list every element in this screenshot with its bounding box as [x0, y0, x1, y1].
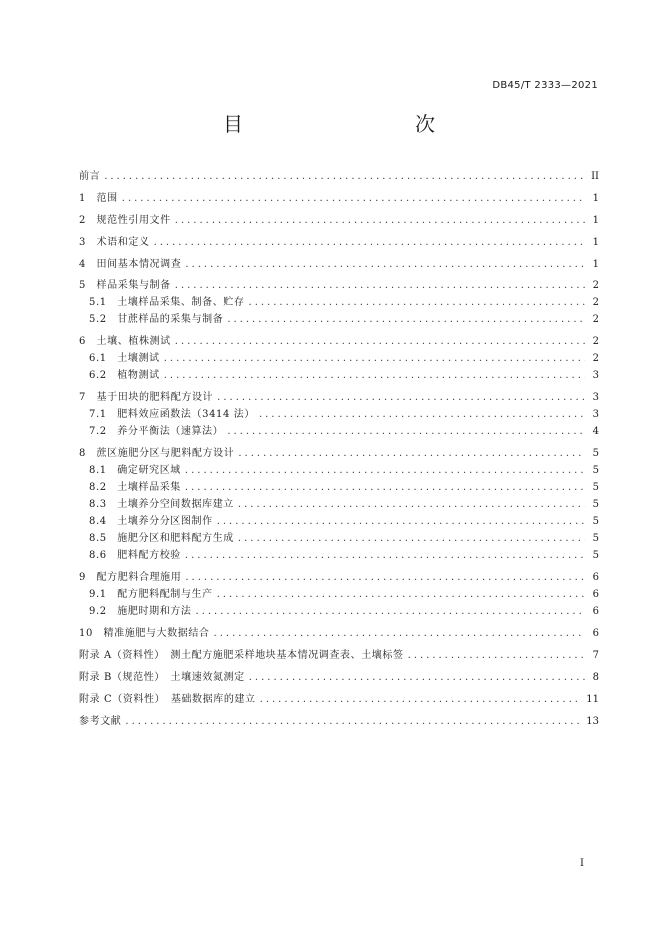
toc-entry-page: 3: [592, 370, 599, 381]
toc-leader-dots: [175, 335, 585, 349]
toc-entry-page: 7: [592, 650, 599, 661]
toc-entry-page: 4: [592, 426, 599, 437]
toc-entry[interactable]: [79, 236, 599, 250]
toc-entry[interactable]: [79, 258, 599, 272]
toc-entry-label: 8.6 肥料配方校验: [89, 550, 181, 561]
toc-entry[interactable]: [79, 408, 599, 422]
toc-entry-page: 3: [592, 392, 599, 403]
document-code: DB45/T 2333—2021: [492, 80, 598, 91]
toc-entry-page: 1: [592, 215, 599, 226]
toc-entry[interactable]: [79, 571, 599, 585]
toc-entry[interactable]: [79, 715, 599, 729]
toc-entry-label: 6 土壤、植株测试: [79, 336, 171, 347]
toc-entry-page: 3: [592, 409, 599, 420]
toc-entry-label: 5 样品采集与制备: [79, 280, 171, 291]
toc-entry-page: 2: [592, 280, 599, 291]
toc-entry-page: 5: [592, 533, 599, 544]
toc-entry[interactable]: [79, 498, 599, 512]
toc-entry[interactable]: [79, 391, 599, 405]
toc-leader-dots: [164, 369, 585, 383]
toc-leader-dots: [238, 532, 585, 546]
toc-entry-page: 1: [592, 259, 599, 270]
toc-entry-label: 7.1 肥料效应函数法（3414 法）: [89, 409, 255, 420]
toc-entry-label: 8.3 土壤养分空间数据库建立: [89, 499, 234, 510]
toc-entry-page: 5: [592, 448, 599, 459]
toc-entry-label: 8.4 土壤养分分区图制作: [89, 516, 213, 527]
toc-entry[interactable]: [79, 671, 599, 685]
toc-leader-dots: [408, 649, 585, 663]
toc-leader-dots: [260, 693, 583, 707]
toc-leader-dots: [217, 515, 585, 529]
toc-entry-label: 8 蔗区施肥分区与肥料配方设计: [79, 448, 235, 459]
toc-leader-dots: [259, 408, 585, 422]
toc-entry-page: 2: [592, 297, 599, 308]
toc-entry-page: 11: [586, 694, 599, 705]
toc-leader-dots: [185, 571, 585, 585]
toc-entry[interactable]: [79, 296, 599, 310]
toc-leader-dots: [249, 296, 585, 310]
toc-entry-label: 5.2 甘蔗样品的采集与制备: [89, 314, 224, 325]
toc-entry[interactable]: [79, 170, 599, 184]
toc-entry[interactable]: [79, 588, 599, 602]
toc-entry-page: 6: [592, 606, 599, 617]
toc-leader-dots: [175, 279, 585, 293]
toc-entry[interactable]: [79, 313, 599, 327]
toc-entry-label: 9.2 施肥时期和方法: [89, 606, 192, 617]
toc-leader-dots: [249, 671, 585, 685]
toc-leader-dots: [238, 447, 585, 461]
toc-entry-label: 前言: [79, 171, 101, 182]
toc-leader-dots: [196, 605, 585, 619]
toc-entry[interactable]: [79, 214, 599, 228]
toc-entry-page: 2: [592, 314, 599, 325]
toc-leader-dots: [164, 352, 585, 366]
page-title: 目 次: [223, 112, 479, 136]
toc-entry-page: 5: [592, 465, 599, 476]
toc-entry[interactable]: [79, 192, 599, 206]
toc-leader-dots: [185, 549, 585, 563]
toc-entry-label: 5.1 土壤样品采集、制备、贮存: [89, 297, 245, 308]
toc-leader-dots: [154, 236, 585, 250]
toc-entry-page: 5: [592, 550, 599, 561]
toc-entry[interactable]: [79, 549, 599, 563]
toc-entry[interactable]: [79, 369, 599, 383]
toc-entry[interactable]: [79, 335, 599, 349]
toc-entry[interactable]: [79, 515, 599, 529]
toc-entry-label: 2 规范性引用文件: [79, 215, 171, 226]
toc-entry-label: 6.2 植物测试: [89, 370, 160, 381]
toc-leader-dots: [227, 313, 585, 327]
page-number: I: [580, 858, 584, 869]
toc-leader-dots: [227, 425, 585, 439]
table-of-contents: [79, 170, 599, 737]
toc-entry[interactable]: [79, 693, 599, 707]
toc-entry[interactable]: [79, 532, 599, 546]
toc-entry[interactable]: [79, 447, 599, 461]
toc-leader-dots: [175, 214, 585, 228]
toc-entry-page: 6: [592, 628, 599, 639]
toc-entry-page: 5: [592, 516, 599, 527]
toc-entry-page: 6: [592, 572, 599, 583]
toc-entry-label: 3 术语和定义: [79, 237, 150, 248]
toc-leader-dots: [217, 588, 585, 602]
toc-entry[interactable]: [79, 481, 599, 495]
toc-entry[interactable]: [79, 352, 599, 366]
toc-entry-label: 参考文献: [79, 716, 122, 727]
toc-leader-dots: [238, 498, 585, 512]
toc-leader-dots: [217, 391, 585, 405]
toc-entry-page: 5: [592, 499, 599, 510]
toc-entry-page: 2: [592, 336, 599, 347]
toc-leader-dots: [185, 258, 585, 272]
toc-entry[interactable]: [79, 605, 599, 619]
toc-entry-page: II: [591, 171, 599, 182]
toc-leader-dots: [125, 715, 582, 729]
toc-entry-page: 5: [592, 482, 599, 493]
toc-leader-dots: [185, 464, 585, 478]
toc-entry-label: 9 配方肥料合理施用: [79, 572, 182, 583]
toc-entry[interactable]: [79, 649, 599, 663]
toc-entry[interactable]: [79, 425, 599, 439]
toc-entry-label: 8.5 施肥分区和肥料配方生成: [89, 533, 234, 544]
toc-leader-dots: [104, 170, 585, 184]
toc-entry-page: 13: [586, 716, 599, 727]
toc-entry-page: 1: [592, 193, 599, 204]
toc-entry-label: 6.1 土壤测试: [89, 353, 160, 364]
toc-leader-dots: [214, 627, 585, 641]
toc-entry-label: 8.2 土壤样品采集: [89, 482, 181, 493]
toc-entry-label: 9.1 配方肥料配制与生产: [89, 589, 213, 600]
toc-entry-label: 1 范围: [79, 193, 118, 204]
toc-leader-dots: [122, 192, 585, 206]
toc-entry[interactable]: [79, 627, 599, 641]
toc-entry-label: 7.2 养分平衡法（速算法）: [89, 426, 224, 437]
toc-entry[interactable]: [79, 279, 599, 293]
toc-entry-label: 附录 A（资料性） 测土配方施肥采样地块基本情况调查表、土壤标签: [79, 650, 404, 661]
toc-entry-label: 4 田间基本情况调查: [79, 259, 182, 270]
toc-entry[interactable]: [79, 464, 599, 478]
toc-entry-page: 6: [592, 589, 599, 600]
toc-entry-label: 7 基于田块的肥料配方设计: [79, 392, 214, 403]
toc-entry-label: 10 精准施肥与大数据结合: [79, 628, 210, 639]
toc-leader-dots: [185, 481, 585, 495]
toc-entry-page: 8: [592, 672, 599, 683]
toc-entry-label: 附录 B（规范性） 土壤速效氮测定: [79, 672, 245, 683]
toc-entry-label: 8.1 确定研究区域: [89, 465, 181, 476]
toc-entry-page: 2: [592, 353, 599, 364]
toc-entry-label: 附录 C（资料性） 基础数据库的建立: [79, 694, 256, 705]
toc-entry-page: 1: [592, 237, 599, 248]
